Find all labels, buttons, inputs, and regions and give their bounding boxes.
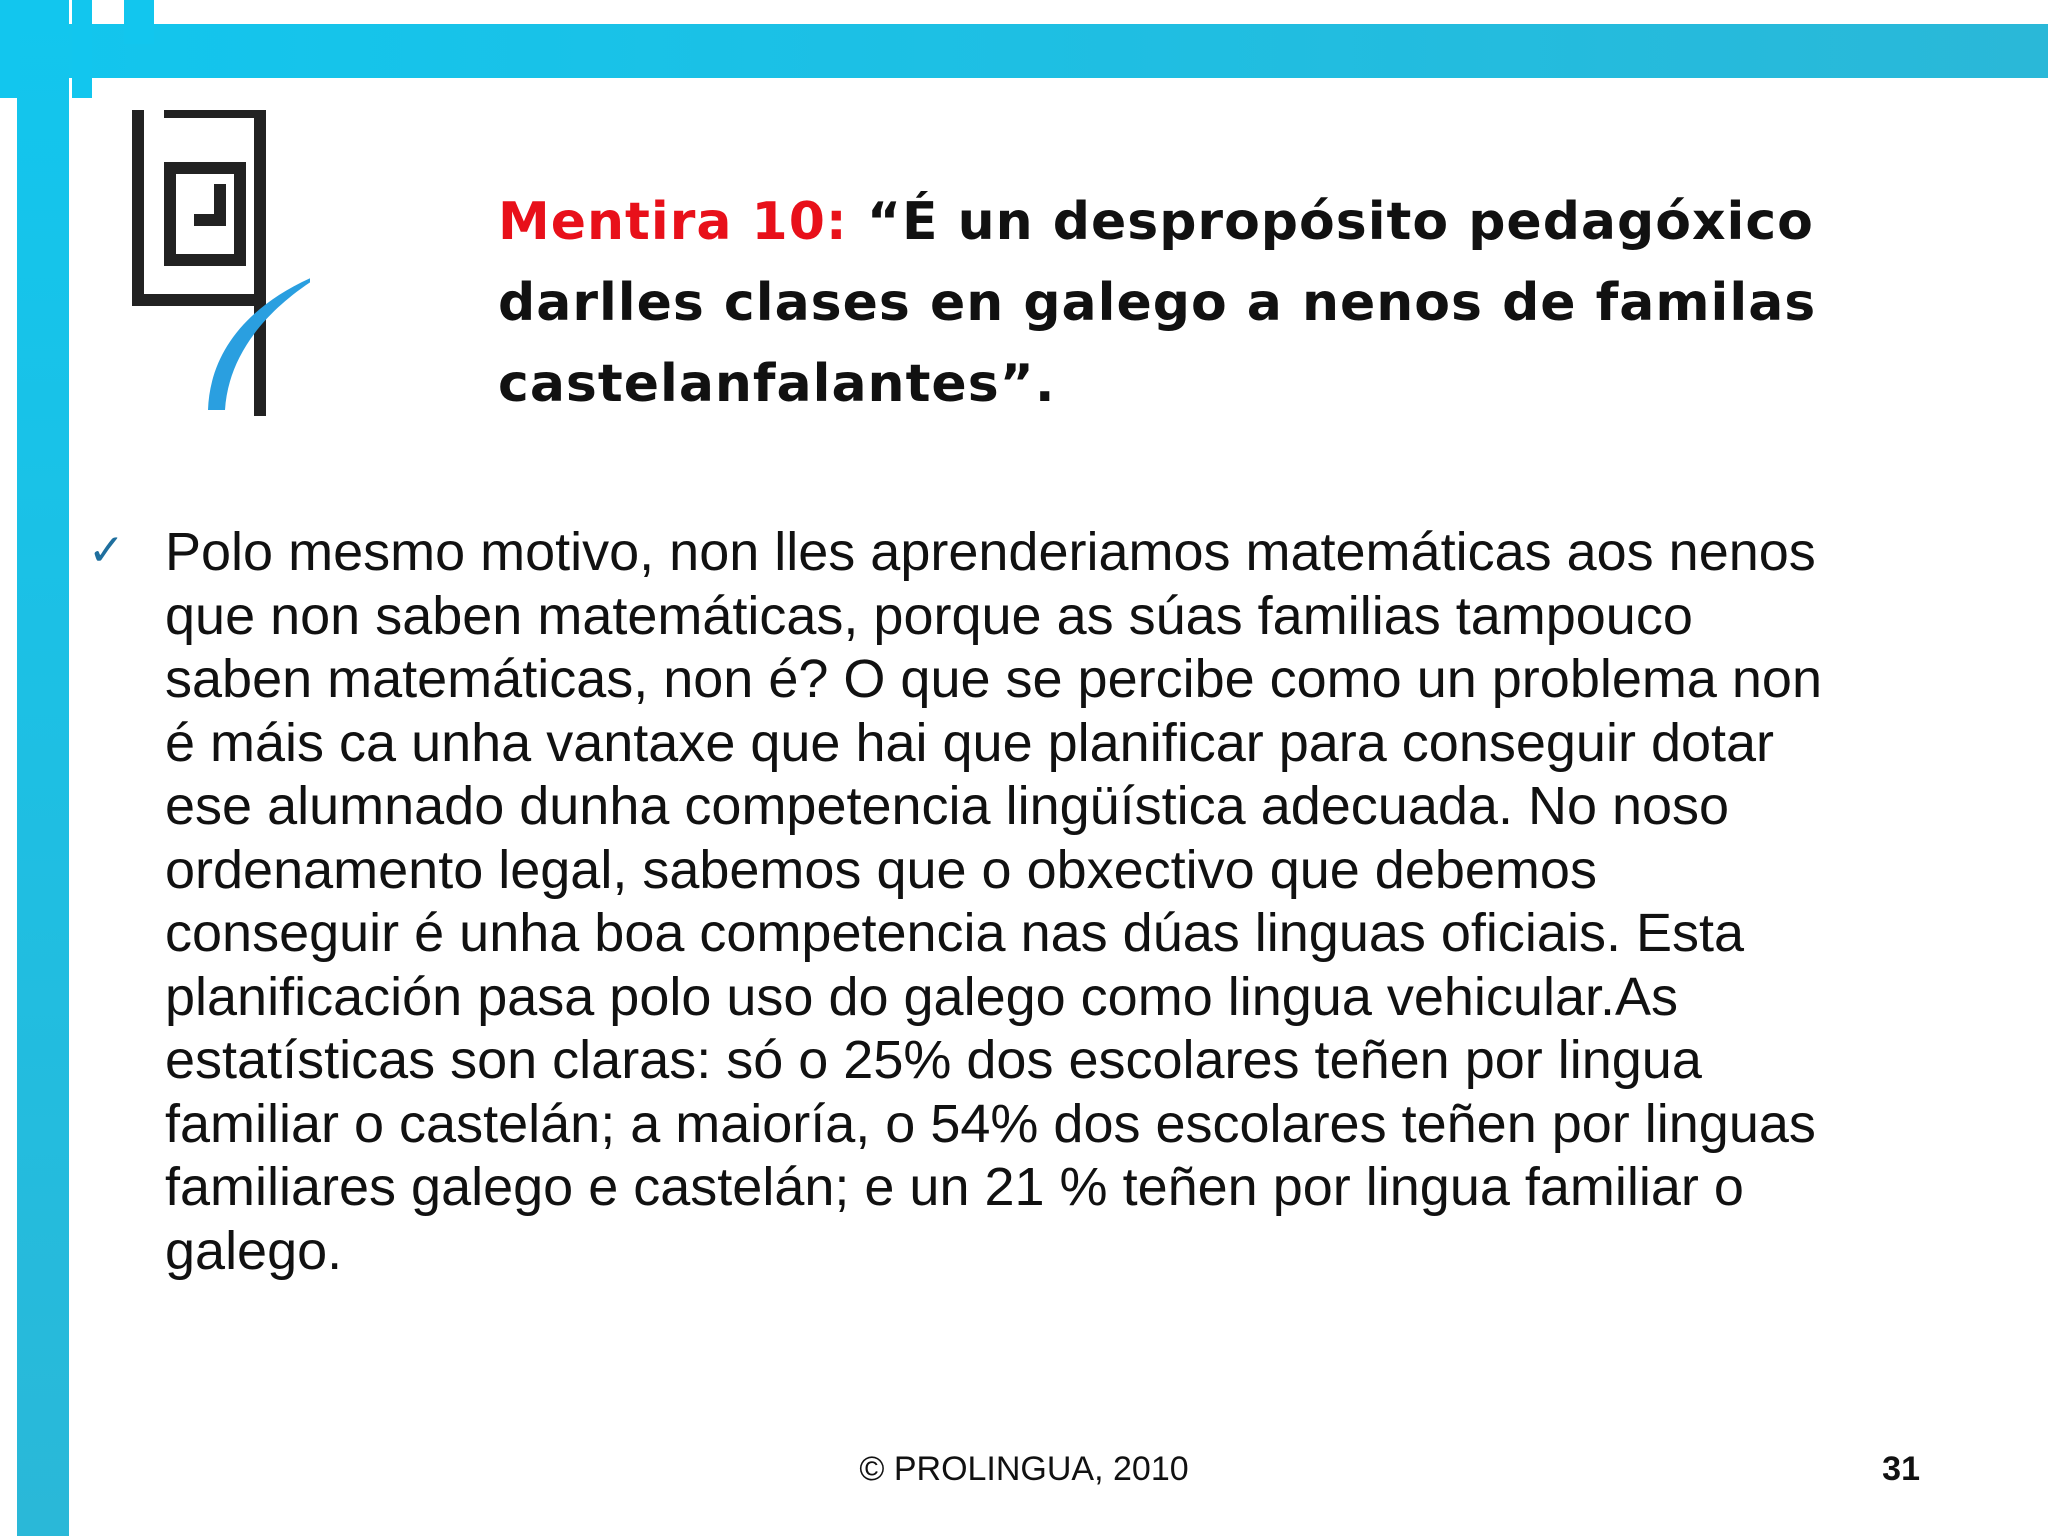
prolingua-logo [130,110,310,420]
left-accent-bar [17,0,69,1536]
slide-title [498,182,1958,425]
corner-accent [124,0,154,44]
bullet-paragraph: Polo mesmo motivo, non lles aprenderiamos matemáticas aos nenos que non saben matemáticas, porque as súas familias tampouco saben matemáticas, non é? O que se percibe como un problema non é máis ca unha vantaxe que hai que planificar para conseguir dotar ese alumnado dunha competencia lingüística adecuada. No noso ordenamento legal, sabemos que o obxectivo que debemos conseguir é unha boa competencia nas dúas linguas oficiais. Esta planificación pasa polo uso do galego como lingua vehicular.As estatísticas son claras: só o 25% dos escolares teñen por lingua familiar o castelán; a maioría, o 54% dos escolares teñen por linguas familiares galego e castelán; e un 21 % teñen por lingua familiar o galego. [165,522,1822,1281]
footer-copyright: © PROLINGUA, 2010 [859,1450,1189,1488]
top-accent-bar [0,24,2048,78]
title-text: “É un despropósito pedagóxico darlles clases en galego a nenos de familas castelanfalantes”. [498,192,1817,414]
checkmark-icon: ✓ [88,525,125,576]
title-prefix: Mentira 10: [498,192,848,252]
page-number: 31 [1882,1450,1920,1488]
corner-accent [72,0,92,98]
corner-accent [0,0,20,98]
